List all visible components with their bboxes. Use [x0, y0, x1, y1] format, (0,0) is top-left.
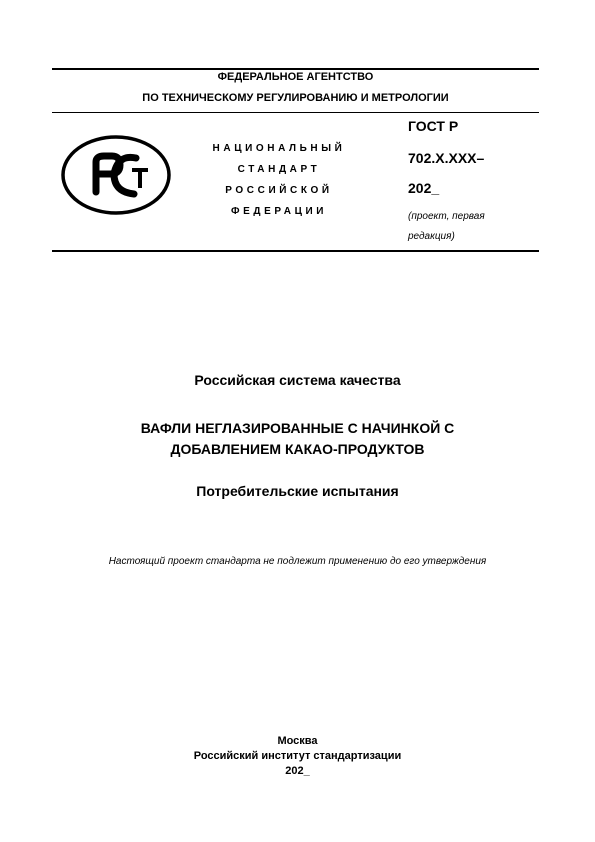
- designation-note-line-2: редакция): [408, 231, 455, 242]
- standard-type-line-2: СТАНДАРТ: [237, 164, 321, 175]
- designation-line-3: 202_: [408, 180, 440, 196]
- footer-year: 202_: [285, 765, 310, 777]
- agency-rule: [52, 112, 539, 113]
- designation-note-line-1: (проект, первая: [408, 211, 485, 222]
- top-rule: [52, 68, 539, 70]
- standard-type-line-4: ФЕДЕРАЦИИ: [230, 206, 328, 217]
- gost-r-logo-icon: [60, 134, 172, 216]
- agency-line-2: ПО ТЕХНИЧЕСКОМУ РЕГУЛИРОВАНИЮ И МЕТРОЛОГИИ: [142, 92, 449, 104]
- series-title: Российская система качества: [194, 372, 401, 388]
- subtitle: Потребительские испытания: [196, 483, 399, 499]
- header-bottom-rule: [52, 250, 539, 252]
- footer-city: Москва: [277, 735, 318, 747]
- main-title-line-2: ДОБАВЛЕНИЕМ КАКАО-ПРОДУКТОВ: [170, 441, 425, 457]
- designation-line-2: 702.X.XXX–: [408, 150, 485, 166]
- designation-line-1: ГОСТ Р: [408, 118, 459, 134]
- agency-line-1: ФЕДЕРАЛЬНОЕ АГЕНТСТВО: [217, 71, 374, 83]
- standard-type-line-3: РОССИЙСКОЙ: [225, 185, 333, 196]
- standard-type-line-1: НАЦИОНАЛЬНЫЙ: [212, 143, 346, 154]
- footer-publisher: Российский институт стандартизации: [193, 750, 402, 762]
- main-title-line-1: ВАФЛИ НЕГЛАЗИРОВАННЫЕ С НАЧИНКОЙ С: [140, 420, 455, 436]
- draft-notice: Настоящий проект стандарта не подлежит применению до его утверждения: [108, 556, 487, 567]
